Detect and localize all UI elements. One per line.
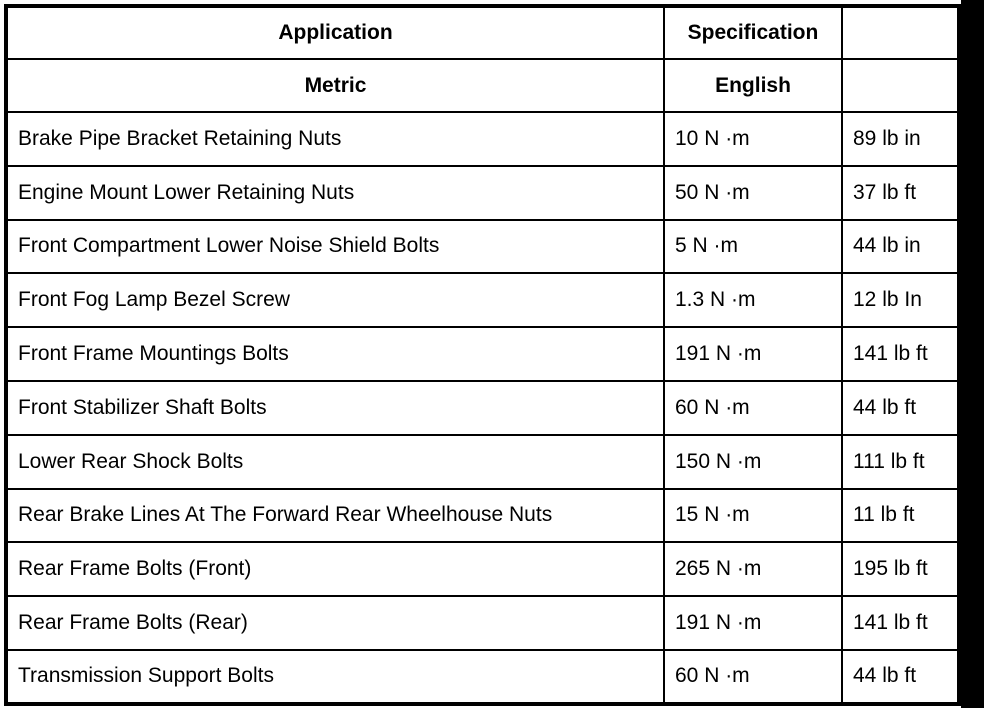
header-empty-2 [842, 59, 959, 112]
application-cell: Rear Frame Bolts (Front) [6, 542, 664, 596]
table-row [6, 220, 959, 274]
table-row [6, 435, 959, 489]
english-cell: 44 lb in [842, 220, 959, 274]
application-cell: Rear Frame Bolts (Rear) [6, 596, 664, 650]
application-cell: Front Compartment Lower Noise Shield Bolts [6, 220, 664, 274]
metric-cell: 10 N ·m [664, 112, 842, 166]
header-application: Application [6, 6, 664, 59]
table-row [6, 273, 959, 327]
metric-cell: 60 N ·m [664, 381, 842, 435]
metric-cell: 5 N ·m [664, 220, 842, 274]
table-row [6, 650, 959, 704]
application-cell: Front Fog Lamp Bezel Screw [6, 273, 664, 327]
metric-cell: 50 N ·m [664, 166, 842, 220]
english-cell: 195 lb ft [842, 542, 959, 596]
right-edge-bar [961, 0, 984, 708]
metric-cell: 150 N ·m [664, 435, 842, 489]
metric-cell: 191 N ·m [664, 596, 842, 650]
table-row [6, 327, 959, 381]
english-cell: 44 lb ft [842, 381, 959, 435]
application-cell: Front Frame Mountings Bolts [6, 327, 664, 381]
header-empty-1 [842, 6, 959, 59]
metric-cell: 191 N ·m [664, 327, 842, 381]
table-row [6, 596, 959, 650]
application-cell: Transmission Support Bolts [6, 650, 664, 704]
metric-cell: 265 N ·m [664, 542, 842, 596]
table-row [6, 112, 959, 166]
english-cell: 12 lb In [842, 273, 959, 327]
header-specification: Specification [664, 6, 842, 59]
english-cell: 111 lb ft [842, 435, 959, 489]
table-row [6, 489, 959, 543]
header-metric: Metric [6, 59, 664, 112]
table-row [6, 542, 959, 596]
application-cell: Brake Pipe Bracket Retaining Nuts [6, 112, 664, 166]
application-cell: Lower Rear Shock Bolts [6, 435, 664, 489]
english-cell: 141 lb ft [842, 596, 959, 650]
english-cell: 89 lb in [842, 112, 959, 166]
application-cell: Front Stabilizer Shaft Bolts [6, 381, 664, 435]
application-cell: Engine Mount Lower Retaining Nuts [6, 166, 664, 220]
english-cell: 11 lb ft [842, 489, 959, 543]
table-row [6, 381, 959, 435]
metric-cell: 15 N ·m [664, 489, 842, 543]
metric-cell: 60 N ·m [664, 650, 842, 704]
english-cell: 44 lb ft [842, 650, 959, 704]
header-english: English [664, 59, 842, 112]
header-row-1 [6, 6, 959, 59]
fastener-spec-table [4, 4, 961, 706]
table-row [6, 166, 959, 220]
metric-cell: 1.3 N ·m [664, 273, 842, 327]
english-cell: 37 lb ft [842, 166, 959, 220]
header-row-2 [6, 59, 959, 112]
english-cell: 141 lb ft [842, 327, 959, 381]
application-cell: Rear Brake Lines At The Forward Rear Wheelhouse Nuts [6, 489, 664, 543]
